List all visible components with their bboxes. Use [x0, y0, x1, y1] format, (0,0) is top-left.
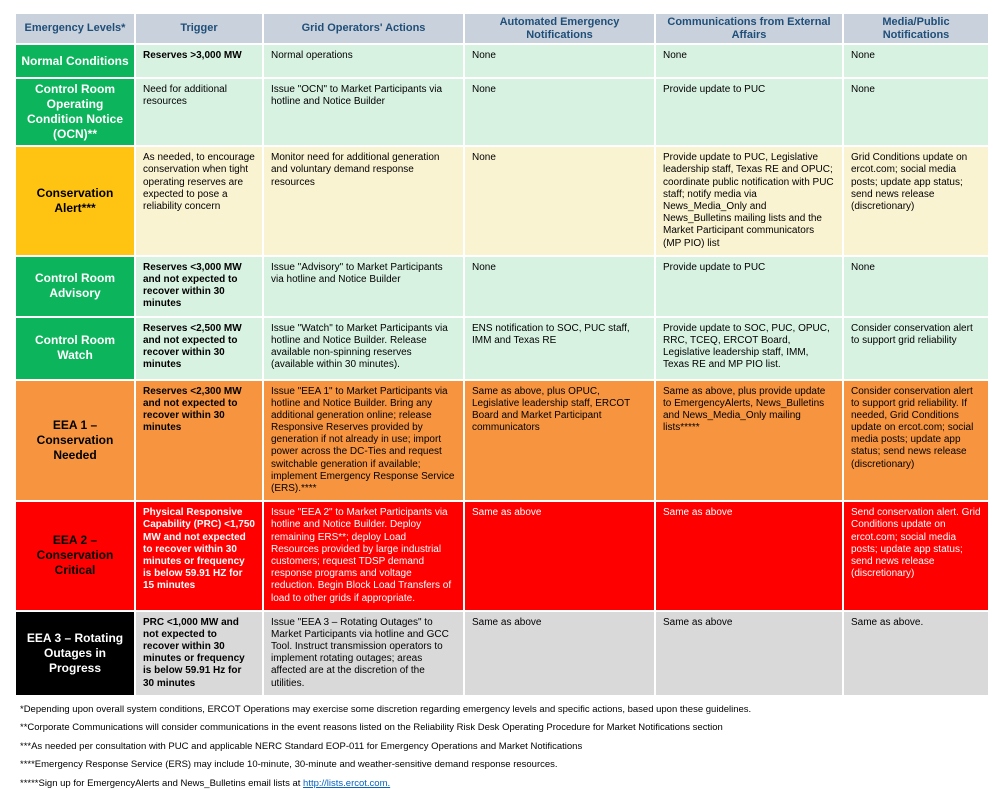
trigger-cell: As needed, to encourage conservation when tight operating reserves are expected to pose a reliability concern: [136, 147, 262, 255]
footnotes: [14, 705, 986, 789]
media-cell: Same as above.: [844, 612, 988, 695]
media-cell: Consider conservation alert to support grid reliability: [844, 318, 988, 379]
automated-cell: Same as above: [465, 502, 654, 610]
actions-cell: Monitor need for additional generation and voluntary demand response resources: [264, 147, 463, 255]
row-conservation-alert: [16, 147, 988, 255]
trigger-cell: Reserves <3,000 MW and not expected to recover within 30 minutes: [136, 257, 262, 316]
trigger-cell: Need for additional resources: [136, 79, 262, 145]
actions-cell: Issue "EEA 3 – Rotating Outages" to Market Participants via hotline and GCC Tool. Instruct transmission operators to implement rotating outages; areas affected are at the discretion of the utilities.: [264, 612, 463, 695]
actions-cell: Issue "Advisory" to Market Participants via hotline and Notice Builder: [264, 257, 463, 316]
communications-cell: Provide update to PUC: [656, 79, 842, 145]
automated-cell: None: [465, 45, 654, 77]
automated-cell: None: [465, 257, 654, 316]
communications-cell: Provide update to SOC, PUC, OPUC, RRC, TCEQ, ERCOT Board, Legislative leadership staff, IMM, Texas RE and MP PIO list.: [656, 318, 842, 379]
footnote-4: ****Emergency Response Service (ERS) may include 10-minute, 30-minute and weather-sensitive demand response resources.: [20, 759, 558, 771]
row-eea2: [16, 502, 988, 610]
footnote-3: ***As needed per consultation with PUC and applicable NERC Standard EOP-011 for Emergency Operations and Market Notifications: [20, 740, 583, 752]
media-cell: None: [844, 257, 988, 316]
media-cell: Consider conservation alert to support grid reliability. If needed, Grid Conditions update on ercot.com; social media posts; update app status; send news release (discretionary): [844, 381, 988, 501]
media-cell: Grid Conditions update on ercot.com; social media posts; update app status; send news release (discretionary): [844, 147, 988, 255]
automated-cell: ENS notification to SOC, PUC staff, IMM and Texas RE: [465, 318, 654, 379]
actions-cell: Issue "Watch" to Market Participants via hotline and Notice Builder. Release available non-spinning reserves (available within 30 minutes).: [264, 318, 463, 379]
footnote-5: [20, 779, 986, 789]
row-normal-conditions: [16, 45, 988, 77]
media-cell: None: [844, 45, 988, 77]
actions-cell: Issue "EEA 2" to Market Participants via hotline and Notice Builder. Deploy remaining ERS**; deploy Load Resources provided by large industrial customers; request TDSP demand response programs and voltage reduction. Begin Block Load Transfers of load to other grids if appropriate.: [264, 502, 463, 610]
row-eea3: [16, 612, 988, 695]
actions-cell: Issue "OCN" to Market Participants via hotline and Notice Builder: [264, 79, 463, 145]
media-cell: None: [844, 79, 988, 145]
level-cell: Control Room Operating Condition Notice (OCN)**: [16, 79, 134, 145]
automated-cell: None: [465, 79, 654, 145]
footnote-2: **Corporate Communications will consider communications in the event reasons listed on the Reliability Risk Desk Operating Procedure for Market Notifications section: [20, 722, 723, 734]
trigger-cell: Physical Responsive Capability (PRC) <1,750 MW and not expected to recover within 30 minutes or frequency is below 59.91 HZ for 15 minutes: [136, 502, 262, 610]
header-grid-operators-actions: Grid Operators' Actions: [264, 14, 463, 43]
level-cell: EEA 2 – Conservation Critical: [16, 502, 134, 610]
trigger-cell: Reserves <2,500 MW and not expected to recover within 30 minutes: [136, 318, 262, 379]
communications-cell: Provide update to PUC: [656, 257, 842, 316]
row-control-room-advisory: [16, 257, 988, 316]
level-cell: Conservation Alert***: [16, 147, 134, 255]
header-row: [16, 14, 988, 43]
emergency-levels-table: [14, 12, 990, 697]
level-cell: Control Room Watch: [16, 318, 134, 379]
row-ocn: [16, 79, 988, 145]
trigger-cell: Reserves >3,000 MW: [136, 45, 262, 77]
footnote-5-text: *****Sign up for EmergencyAlerts and News_Bulletins email lists at: [20, 777, 304, 789]
header-trigger: Trigger: [136, 14, 262, 43]
communications-cell: Same as above: [656, 612, 842, 695]
trigger-cell: PRC <1,000 MW and not expected to recover within 30 minutes or frequency is below 59.91 Hz for 30 minutes: [136, 612, 262, 695]
automated-cell: Same as above: [465, 612, 654, 695]
actions-cell: Normal operations: [264, 45, 463, 77]
actions-cell: Issue "EEA 1" to Market Participants via hotline and Notice Builder. Bring any additional generation online; release Responsive Reserves provided by generation if not already in use; import power across the DC-Ties and request switchable generation if available; implement Emergency Response Service (ERS).****: [264, 381, 463, 501]
level-cell: EEA 3 – Rotating Outages in Progress: [16, 612, 134, 695]
ercot-lists-link[interactable]: http://lists.ercot.com.: [303, 777, 391, 789]
level-cell: EEA 1 – Conservation Needed: [16, 381, 134, 501]
row-eea1: [16, 381, 988, 501]
automated-cell: None: [465, 147, 654, 255]
media-cell: Send conservation alert. Grid Conditions update on ercot.com; social media posts; update app status; send news release (discretionary): [844, 502, 988, 610]
level-cell: Normal Conditions: [16, 45, 134, 77]
row-control-room-watch: [16, 318, 988, 379]
communications-cell: Same as above: [656, 502, 842, 610]
header-media-public-notifications: Media/Public Notifications: [844, 14, 988, 43]
header-communications-external-affairs: Communications from External Affairs: [656, 14, 842, 43]
header-automated-emergency-notifications: Automated Emergency Notifications: [465, 14, 654, 43]
level-cell: Control Room Advisory: [16, 257, 134, 316]
header-emergency-levels: Emergency Levels*: [16, 14, 134, 43]
communications-cell: None: [656, 45, 842, 77]
communications-cell: Provide update to PUC, Legislative leadership staff, Texas RE and OPUC; coordinate public notification with PUC staff; notify media via News_Media_Only and News_Bulletins mailing lists and the Market Participant communicators (MP PIO) list: [656, 147, 842, 255]
automated-cell: Same as above, plus OPUC, Legislative leadership staff, ERCOT Board and Market Participant communicators: [465, 381, 654, 501]
communications-cell: Same as above, plus provide update to EmergencyAlerts, News_Bulletins and News_Media_Only mailing lists*****: [656, 381, 842, 501]
trigger-cell: Reserves <2,300 MW and not expected to recover within 30 minutes: [136, 381, 262, 501]
footnote-1: *Depending upon overall system conditions, ERCOT Operations may exercise some discretion regarding emergency levels and specific actions, based upon these guidelines.: [20, 703, 752, 715]
